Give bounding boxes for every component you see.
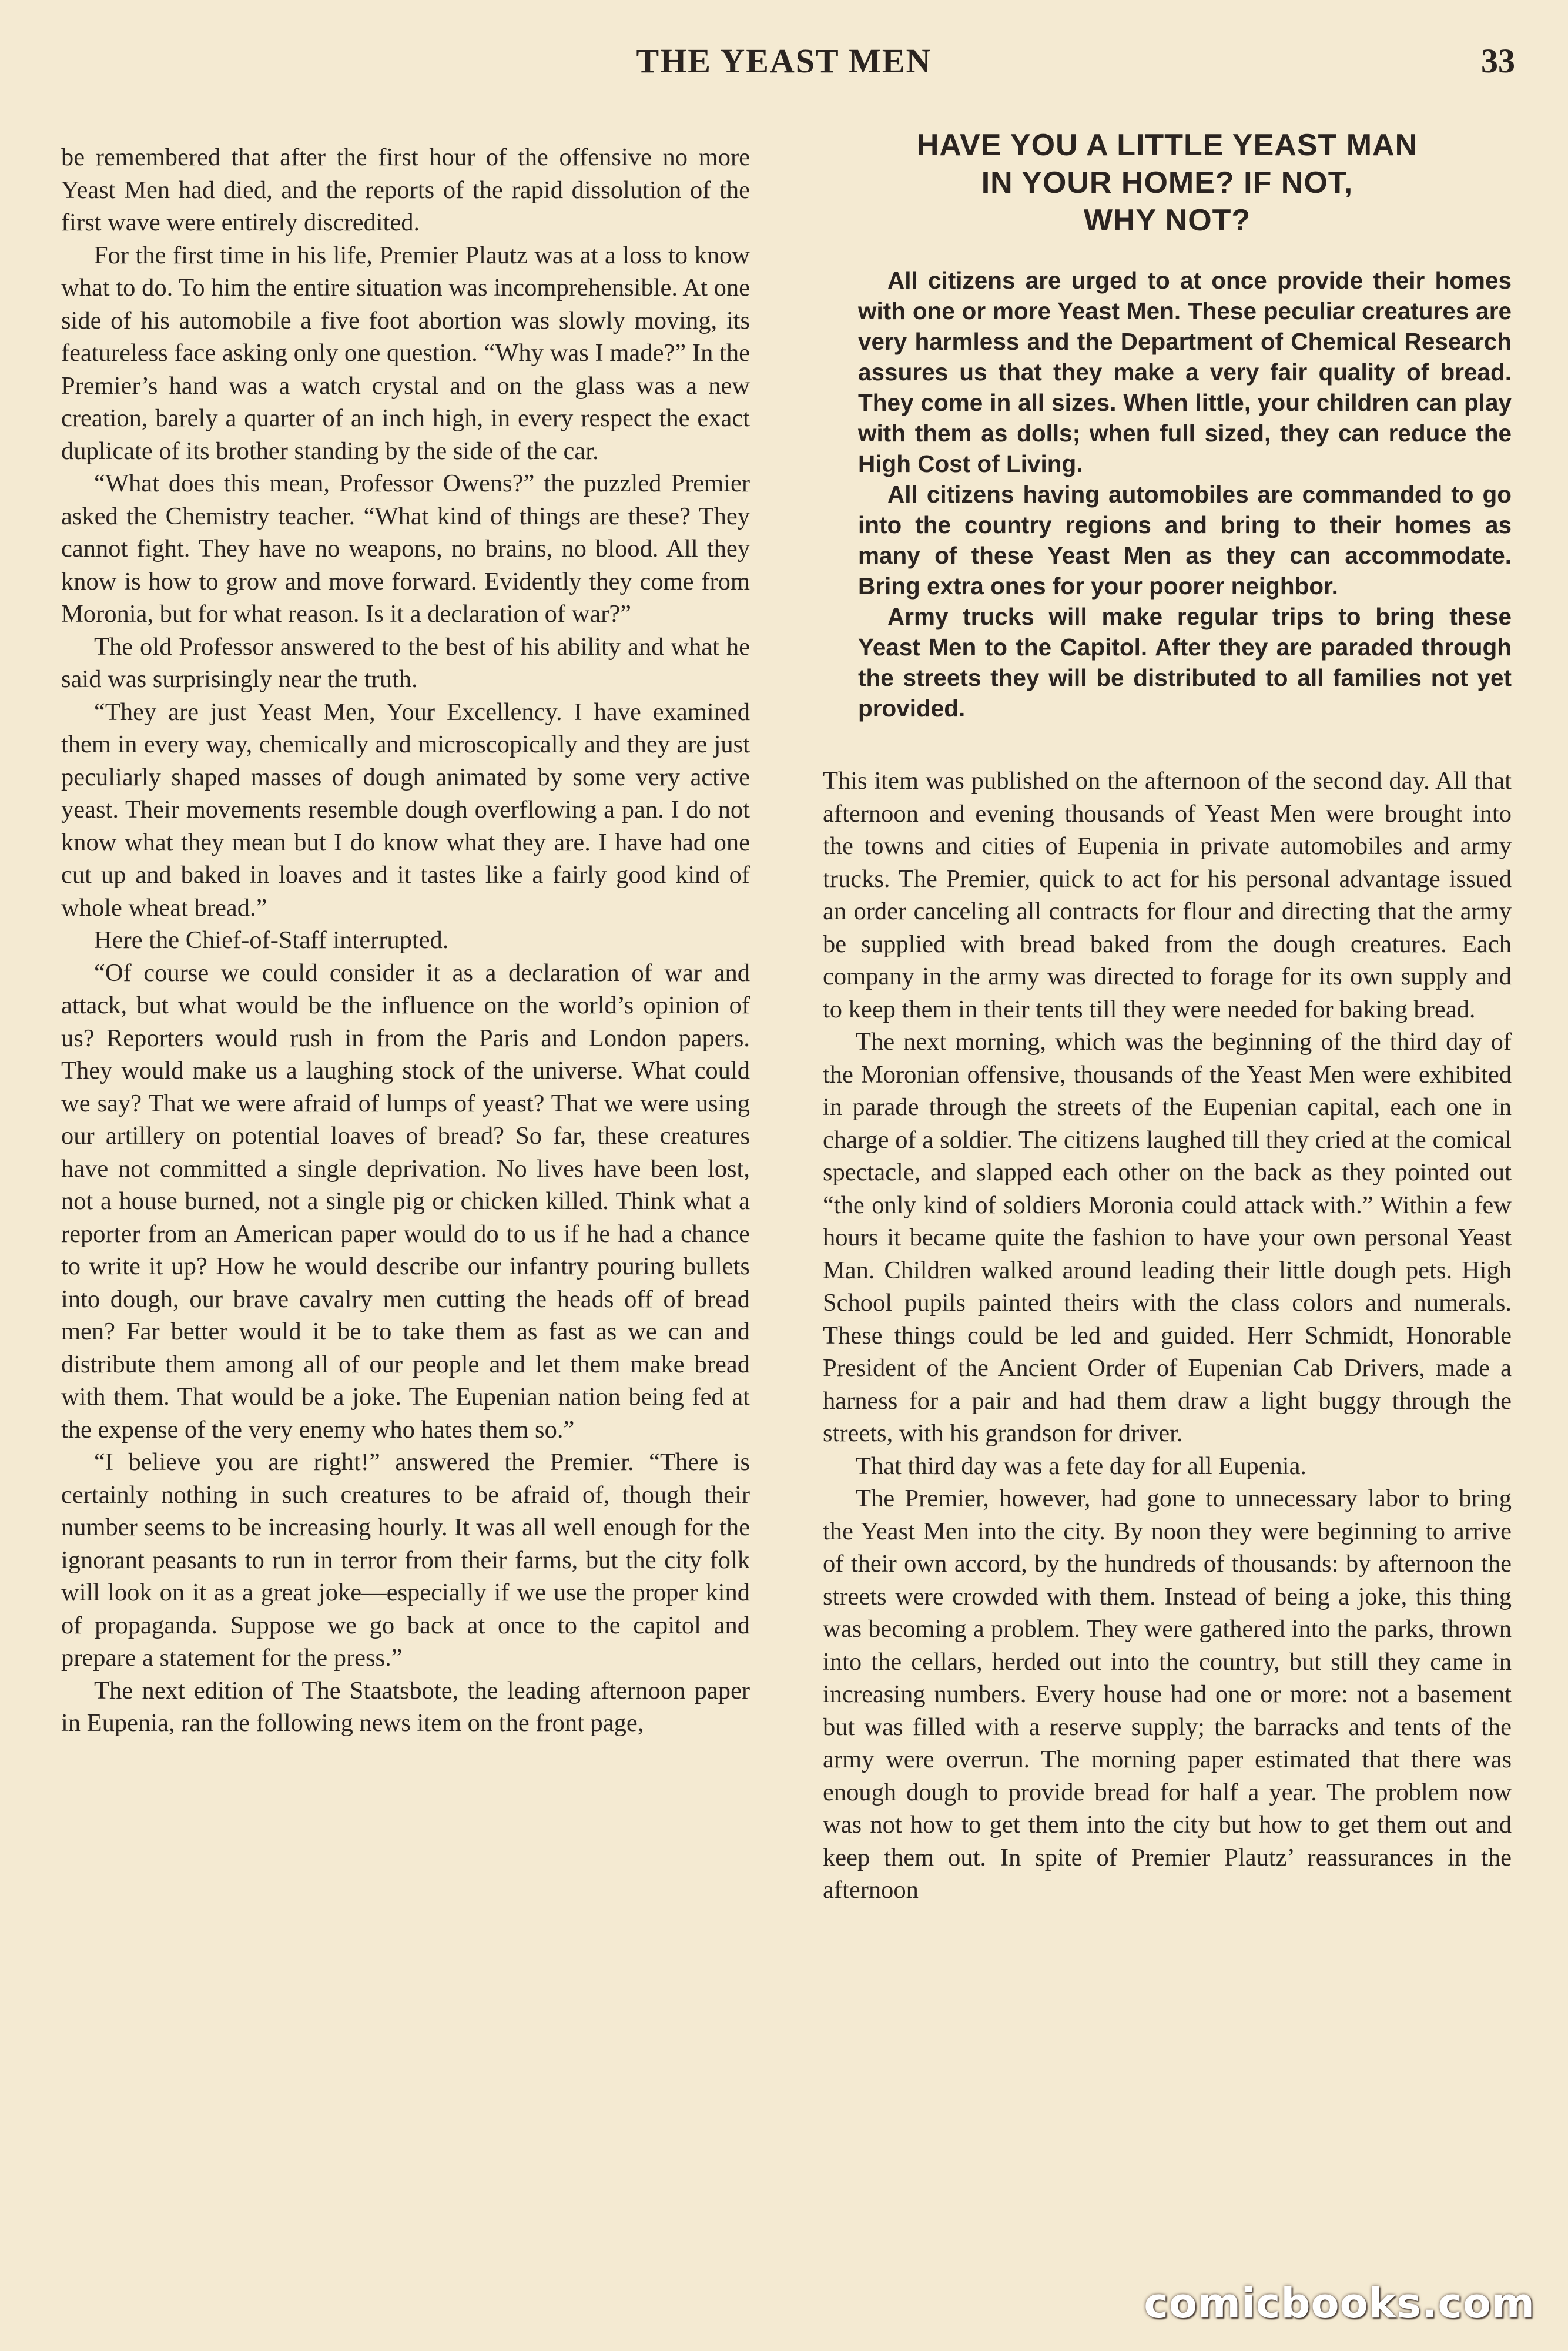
headline-line: HAVE YOU A LITTLE YEAST MAN: [916, 128, 1418, 162]
headline-line: IN YOUR HOME? IF NOT,: [981, 166, 1353, 200]
news-item-body: [858, 265, 1512, 724]
site-watermark: comicbooks.com: [1144, 2279, 1535, 2327]
page-header: [0, 41, 1568, 88]
running-title: THE YEAST MEN: [636, 42, 932, 80]
story-paragraph: “I believe you are right!” answered the Premier. “There is certainly nothing in such creatures to be afraid of, though their number seems to be increasing hourly. It was all well enough for the ignorant peasants to run in terror from their farms, but the city folk will look on it as a great joke—especially if we use the proper kind of propaganda. Suppose we go back at once to the capitol and prepare a statement for the press.”: [61, 1448, 750, 1672]
page-number: 33: [1481, 42, 1515, 80]
story-paragraph: “What does this mean, Professor Owens?” the puzzled Premier asked the Chemistry teacher. “What kind of things are these? They cannot fight. They have no weapons, no brains, no blood. All they know is how to grow and move forward. Evidently they come from Moronia, but for what reason. Is it a declaration of war?”: [61, 470, 750, 628]
headline-line: WHY NOT?: [1083, 203, 1251, 237]
story-paragraph: “Of course we could consider it as a declaration of war and attack, but what would be the influence on the world’s opinion of us? Reporters would rush in from the Paris and London papers. They would make us a laughing stock of the universe. What could we say? That we were afraid of lumps of yeast? That we were using our artillery on potential loaves of bread? So far, these creatures have not committed a single deprivation. No lives have been lost, not a house burned, not a single pig or chicken killed. Think what a reporter from an American paper would do to us if he had a chance to write it up? How he would describe our infantry pouring bullets into dough, our brave cavalry men cutting the heads off of bread men? Far better would it be to take them as fast as we can and distribute them among all of our people and let them make bread with them. That would be a joke. The Eupenian nation being fed at the expense of the very enemy who hates them so.”: [61, 959, 750, 1444]
notice-paragraph: All citizens having automobiles are commanded to go into the country regions and bring to their homes as many of these Yeast Men as they can accommodate. Bring extra ones for your poorer neighbor.: [858, 481, 1512, 600]
right-column: [823, 126, 1512, 2333]
story-paragraph: The old Professor answered to the best of his ability and what he said was surprisingly near the truth.: [61, 632, 750, 693]
story-paragraph: That third day was a fete day for all Eupenia.: [856, 1452, 1307, 1480]
story-paragraph: The Premier, however, had gone to unnecessary labor to bring the Yeast Men into the city. By noon they were beginning to arrive of their own accord, by the hundreds of thousands: by afternoon the streets were crowded with them. Instead of being a joke, this thing was becoming a problem. They were gathered into the parks, thrown into the cellars, herded out into the country, but still they came in increasing numbers. Every house had one or more: not a basement but was filled with a reserve supply; the barracks and tents of the army were overrun. The morning paper estimated that there was enough dough to provide bread for half a year. The problem now was not how to get them into the city but how to get them out and keep them out. In spite of Premier Plautz’ reassurances in the afternoon: [823, 1485, 1512, 1904]
story-paragraph: “They are just Yeast Men, Your Excellency. I have examined them in every way, chemically and microscopically and they are just peculiarly shaped masses of dough animated by some very active yeast. Their movements resemble dough overflowing a pan. I do not know what they mean but I do know what they are. I have had one cut up and baked in loaves and it tastes like a fairly good kind of whole wheat bread.”: [61, 698, 750, 922]
story-paragraph: This item was published on the afternoon of the second day. All that afternoon and evening thousands of Yeast Men were brought into the towns and cities of Eupenia in private automobiles and army trucks. The Premier, quick to act for his personal advantage issued an order canceling all contracts for flour and directing that the army be supplied with bread baked from the dough creatures. Each company in the army was directed to forage for its own supply and to keep them in their tents till they were needed for baking bread.: [823, 767, 1512, 1023]
story-paragraph: The next edition of The Staatsbote, the leading afternoon paper in Eupenia, ran the following news item on the front page,: [61, 1676, 750, 1737]
story-paragraph: be remembered that after the first hour of the offensive no more Yeast Men had died, and the reports of the rapid dissolution of the first wave were entirely discredited.: [61, 143, 750, 236]
notice-paragraph: All citizens are urged to at once provide their homes with one or more Yeast Men. These peculiar creatures are very harmless and the Department of Chemical Research assures us that they make a very fair quality of bread. They come in all sizes. When little, your children can play with them as dolls; when full sized, they can reduce the High Cost of Living.: [858, 267, 1512, 477]
story-paragraph: Here the Chief-of-Staff interrupted.: [94, 926, 449, 954]
left-column: [61, 141, 750, 2333]
story-paragraph: The next morning, which was the beginning of the third day of the Moronian offensive, thousands of the Yeast Men were exhibited in parade through the streets of the Eupenian capital, each one in charge of a soldier. The citizens laughed till they cried at the comical spectacle, and slapped each other on the back as they pointed out “the only kind of soldiers Moronia could attack with.” Within a few hours it became quite the fashion to have your own personal Yeast Man. Children walked around leading their little dough pets. High School pupils painted theirs with the class colors and numerals. These things could be led and guided. Herr Schmidt, Honorable President of the Ancient Order of Eupenian Cab Drivers, made a harness for a pair and had them draw a light buggy through the streets, with his grandson for driver.: [823, 1028, 1512, 1447]
news-item-headline: [823, 126, 1512, 239]
story-paragraph: For the first time in his life, Premier Plautz was at a loss to know what to do. To him the entire situation was incomprehensible. At one side of his automobile a five foot abortion was slowly moving, its featureless face asking only one question. “Why was I made?” In the Premier’s hand was a watch crystal and on the glass was a new creation, barely a quarter of an inch high, in every respect the exact duplicate of its brother standing by the side of the car.: [61, 241, 750, 465]
notice-paragraph: Army trucks will make regular trips to bring these Yeast Men to the Capitol. After they are paraded through the streets they will be distributed to all families not yet provided.: [858, 603, 1512, 722]
